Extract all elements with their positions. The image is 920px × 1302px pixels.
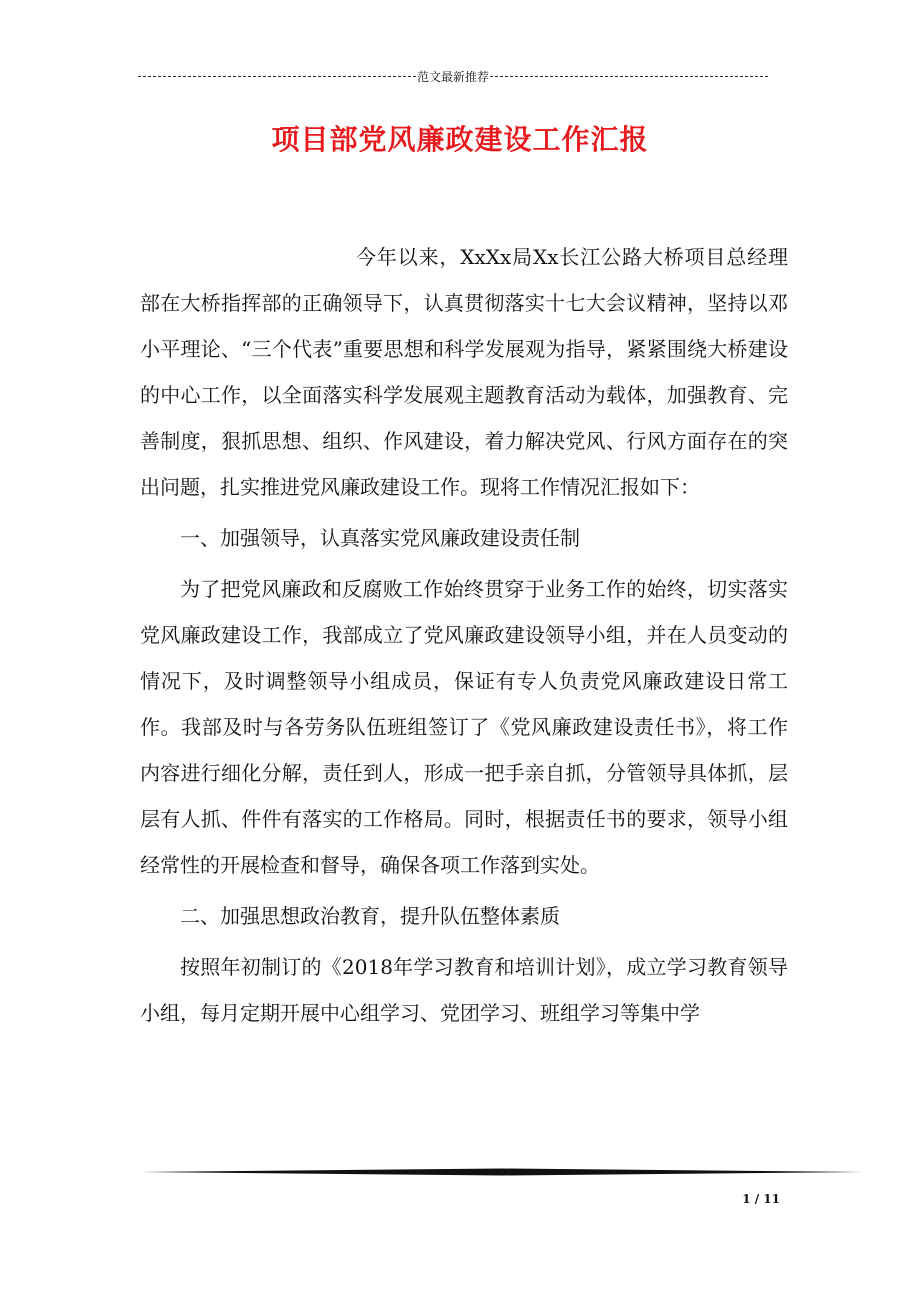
section-heading-2: 二、加强思想政治教育，提升队伍整体素质	[180, 904, 560, 928]
section-heading-1: 一、加强领导，认真落实党风廉政建设责任制	[180, 526, 580, 550]
intro-paragraph: 今年以来，XxXx局Xx长江公路大桥项目总经理部在大桥指挥部的正确领导下，认真贯彻落实十七大会议精神，坚持以邓小平理论、“三个代表”重要思想和科学发展观为指导，紧紧围绕大桥建设的中心工作，以全面落实科学发展观主题教育活动为载体，加强教育、完善制度，狠抓思想、组织、作风建设，着力解决党风、行风方面存在的突出问题，扎实推进党风廉政建设工作。现将工作情况汇报如下：	[140, 245, 788, 499]
document-body	[140, 234, 788, 1036]
footer-rule	[140, 1166, 864, 1178]
body-paragraph-2: 按照年初制订的《2018年学习教育和培训计划》，成立学习教育领导小组，每月定期开展中心组学习、党团学习、班组学习等集中学	[140, 955, 788, 1025]
page-number: 1 / 11	[742, 1192, 780, 1206]
body-paragraph-1: 为了把党风廉政和反腐败工作始终贯穿于业务工作的始终，切实落实党风廉政建设工作，我部成立了党风廉政建设领导小组，并在人员变动的情况下，及时调整领导小组成员，保证有专人负责党风廉政建设日常工作。我部及时与各劳务队伍班组签订了《党风廉政建设责任书》，将工作内容进行细化分解，责任到人，形成一把手亲自抓，分管领导具体抓，层层有人抓、件件有落实的工作格局。同时，根据责任书的要求，领导小组经常性的开展检查和督导，确保各项工作落到实处。	[140, 577, 788, 877]
header-dashed-rule-right	[490, 76, 768, 77]
document-title: 项目部党风廉政建设工作汇报	[271, 123, 649, 156]
header-label: 范文最新推荐	[417, 69, 490, 84]
page-header	[138, 66, 768, 86]
header-dashed-rule-left	[138, 76, 416, 77]
